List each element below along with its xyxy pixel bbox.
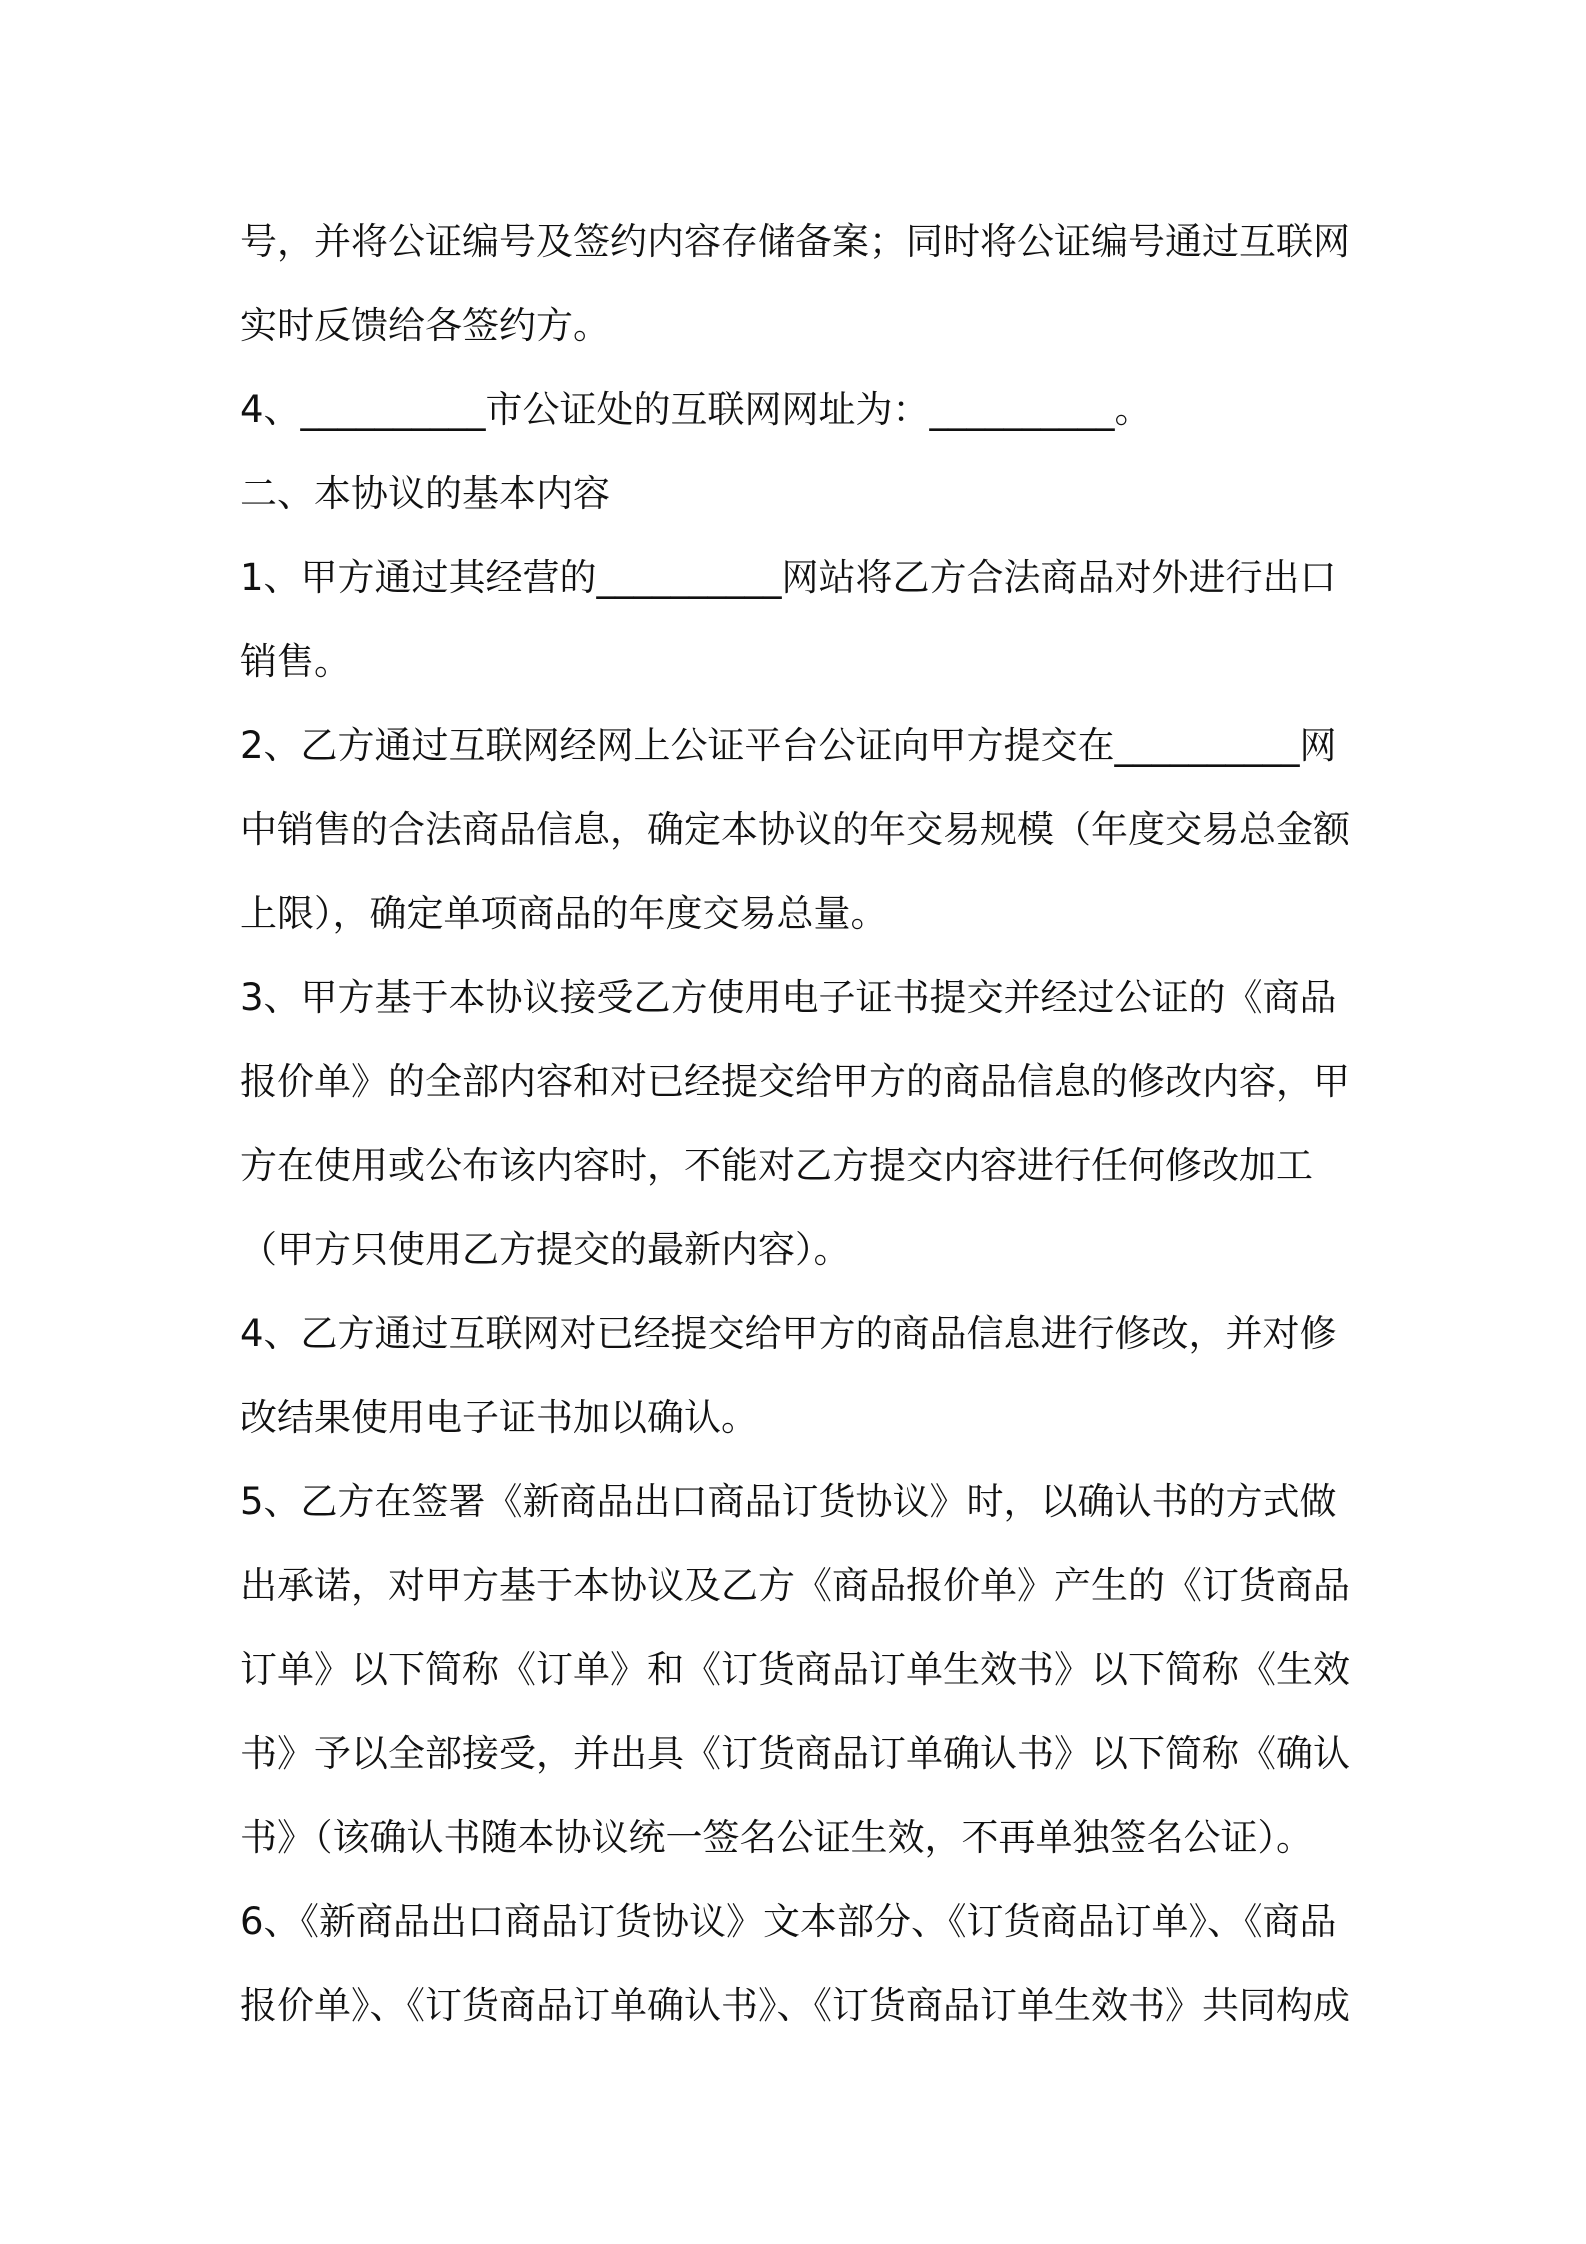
text-line: 3、甲方基于本协议接受乙方使用电子证书提交并经过公证的《商品 — [240, 976, 1337, 1019]
text-line: 4、乙方通过互联网对已经提交给甲方的商品信息进行修改，并对修 — [240, 1312, 1337, 1355]
text-line: 5、乙方在签署《新商品出口商品订货协议》时，以确认书的方式做 — [240, 1480, 1337, 1523]
text-line: 报价单》的全部内容和对已经提交给甲方的商品信息的修改内容，甲 — [240, 1060, 1350, 1103]
text-line: 号，并将公证编号及签约内容存储备案；同时将公证编号通过互联网 — [240, 220, 1350, 263]
text-line: 4、__________市公证处的互联网网址为：__________。 — [240, 388, 1152, 431]
text-line: 1、甲方通过其经营的__________网站将乙方合法商品对外进行出口 — [240, 556, 1337, 599]
text-line: 上限），确定单项商品的年度交易总量。 — [240, 892, 888, 935]
text-line: 订单》以下简称《订单》和《订货商品订单生效书》以下简称《生效 — [240, 1648, 1350, 1691]
text-line: 出承诺，对甲方基于本协议及乙方《商品报价单》产生的《订货商品 — [240, 1564, 1350, 1607]
text-line: （甲方只使用乙方提交的最新内容）。 — [240, 1228, 851, 1271]
text-line: 实时反馈给各签约方。 — [240, 304, 610, 347]
text-line: 6、《新商品出口商品订货协议》文本部分、《订货商品订单》、《商品 — [240, 1900, 1337, 1943]
text-line: 2、乙方通过互联网经网上公证平台公证向甲方提交在__________网 — [240, 724, 1337, 767]
text-line: 书》予以全部接受，并出具《订货商品订单确认书》以下简称《确认 — [240, 1732, 1350, 1775]
text-line: 报价单》、《订货商品订单确认书》、《订货商品订单生效书》共同构成 — [240, 1984, 1350, 2027]
text-line: 改结果使用电子证书加以确认。 — [240, 1396, 758, 1439]
document-body — [240, 200, 1355, 2048]
section-heading: 二、本协议的基本内容 — [240, 472, 610, 515]
text-line: 销售。 — [240, 640, 351, 683]
text-line: 方在使用或公布该内容时，不能对乙方提交内容进行任何修改加工 — [240, 1144, 1313, 1187]
text-line: 书》（该确认书随本协议统一签名公证生效，不再单独签名公证）。 — [240, 1816, 1313, 1859]
text-line: 中销售的合法商品信息，确定本协议的年交易规模（年度交易总金额 — [240, 808, 1350, 851]
